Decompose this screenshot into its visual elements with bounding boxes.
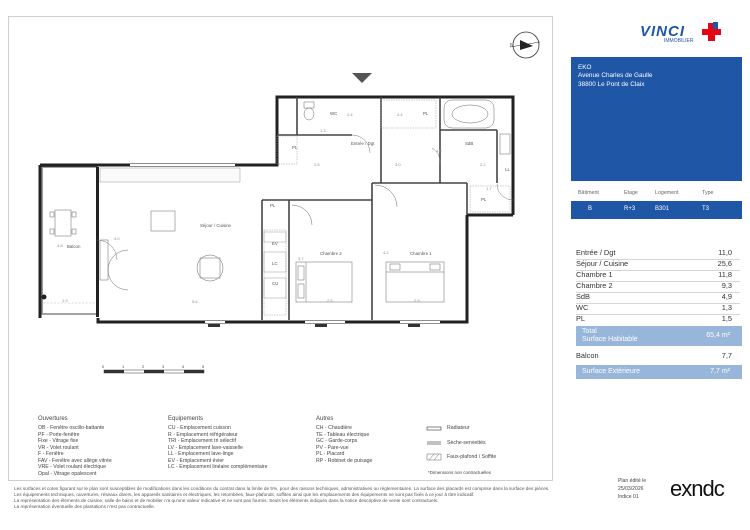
legend-item: VR - Volet roulant <box>38 444 79 451</box>
room-label-pl4: PL <box>270 203 276 208</box>
dim-label: 1.3 <box>320 128 326 133</box>
legend-item: VRE - Volet roulant électrique <box>38 464 107 470</box>
legend-symbol-seche: Sèche-serviettés <box>447 440 486 446</box>
legend-item: OB - Fenêtre oscillo-battante <box>38 425 105 431</box>
total-label-2: Surface Habitable <box>582 336 638 343</box>
edited-date: 25/03/2026 <box>618 486 644 492</box>
legend-autres-title: Autres <box>316 416 334 422</box>
scale-tick: 0 <box>102 364 105 369</box>
balcon-value: 7,7 <box>721 351 732 360</box>
legend-item: Fixe - Vitrage fixe <box>38 438 79 444</box>
room-label-chambre1: Chambre 1 <box>410 251 432 256</box>
total-label-1: Total <box>582 328 597 335</box>
surface-value: 4,9 <box>721 292 732 301</box>
surface-row <box>576 314 740 326</box>
dim-label: 3.7 <box>298 256 304 261</box>
legend-item: GC - Garde-corps <box>316 438 358 444</box>
total-value: 65,4 m² <box>706 332 730 339</box>
legend-item: CH - Chaudière <box>316 425 353 431</box>
balcony-wall <box>96 167 99 317</box>
disclaimer-line: Les équipements techniques, ouvertures, réseaux divers, les appareils sanitaires et électriques, les retombées, faux-plafonds, soffites ainsi que les emplacements des équipements ne sont pas fixés à ce jour à titre indicatif. <box>14 492 475 497</box>
legend-item: PF - Porte-fenêtre <box>38 431 80 438</box>
bathtub-icon <box>444 100 510 154</box>
balcon-row <box>576 351 740 363</box>
closets <box>264 100 510 315</box>
room-label-sdb: SdB <box>465 141 474 146</box>
dim-label: 2.9 <box>414 298 420 303</box>
lot-etage: R+3 <box>624 206 636 212</box>
lot-logement: B301 <box>655 206 670 212</box>
dim-label: 4.2 <box>383 250 389 255</box>
dim-label: 4.0 <box>114 236 120 241</box>
surface-value: 25,6 <box>717 259 732 268</box>
legend-equipements-list <box>168 425 267 471</box>
project-name: EKO <box>578 64 592 71</box>
surface-label: Séjour / Cuisine <box>576 259 629 268</box>
dim-label: 3.0 <box>395 162 401 167</box>
dim-label: 2.6 <box>314 162 320 167</box>
balcon-label: Balcon <box>576 351 599 360</box>
legend-symbol-radiateur: Radiateur <box>447 425 470 431</box>
surface-label: Chambre 2 <box>576 281 613 290</box>
surface-label: Entrée / Dgt <box>576 248 616 257</box>
lot-type: T3 <box>702 206 710 212</box>
room-label-sejour: Séjour / Cuisine <box>200 223 231 228</box>
legend-equipements-title: Equipements <box>168 416 204 422</box>
interior-walls <box>262 97 497 320</box>
legend-item: CU - Emplacement cuisson <box>168 425 231 431</box>
legend-item: PL - Placard <box>316 451 345 457</box>
total-surface-row <box>576 326 742 346</box>
disclaimer-line: La représentation des éléments de cuisine, salle de bains et de mobilier n'a qu'une valeur indicative et ne sont pas fournis. Seuls les éléments indiqués dans la notice descriptive de vente sont contractuels. <box>14 498 439 503</box>
scale-tick: 2 <box>142 364 145 369</box>
surface-label: PL <box>576 314 586 323</box>
vinci-logo-mark-icon <box>702 22 721 41</box>
legend-item: Opal - Vitrage opalescent <box>38 470 97 477</box>
legend-item: F - Fenêtre <box>38 451 64 457</box>
north-compass-icon <box>510 32 540 58</box>
exterior-value: 7,7 m² <box>710 368 730 375</box>
dim-label: 5.6 <box>192 299 198 304</box>
dim-label: 1.9 <box>62 298 68 303</box>
room-label-wc: WC <box>330 111 338 116</box>
scale-tick: 1 <box>122 364 125 369</box>
north-label: N <box>510 43 514 49</box>
lot-header-logement: Logement <box>655 190 679 196</box>
project-info-text <box>578 64 653 89</box>
legend-autres-list <box>316 425 372 464</box>
brand-sub: IMMOBILIER <box>664 38 694 44</box>
brand-name: VINCI <box>640 23 686 40</box>
legend-item: PV - Pare-vue <box>316 444 349 451</box>
dim-label: 1.6 <box>436 148 442 153</box>
legend-symbol-faux-plafond: Faux-plafond / Soffite <box>447 454 497 460</box>
legend-item: EV - Emplacement évier <box>168 457 224 464</box>
radiator-marks <box>208 324 420 327</box>
kitchen-counter <box>100 168 286 298</box>
surface-value: 11,0 <box>718 248 732 257</box>
scale-tick: 3 <box>162 364 165 369</box>
balcony-area <box>40 167 97 314</box>
plan-index: Indice 01 <box>618 494 639 500</box>
surface-value: 11,8 <box>718 270 732 279</box>
dim-label: 2.2 <box>480 162 486 167</box>
legend-symbols <box>427 427 441 460</box>
room-label-ev: EV <box>272 241 278 246</box>
lot-header-batiment: Bâtiment <box>578 190 599 196</box>
scale-bar <box>104 370 204 373</box>
legend-item: TE - Tableau électrique <box>316 431 370 438</box>
room-label-cu: CU <box>272 281 279 286</box>
disclaimer-line: Les surfaces et cotes figurant sur le plan sont susceptibles de modifications dans les conditions du contrat dans la limite de 5%, pour des raisons techniques, administratives ou réglementaires. La surface des placards est comprise dans la surface des pièces. <box>14 486 550 491</box>
surface-value: 9,3 <box>721 281 732 290</box>
exterior-label: Surface Extérieure <box>582 368 640 375</box>
legend-item: LL - Emplacement lave-linge <box>168 451 234 457</box>
scale-tick: 5 <box>202 364 205 369</box>
agency-logo: exndc <box>670 476 724 501</box>
vinci-logo <box>640 23 693 44</box>
surface-value: 1,3 <box>721 303 732 312</box>
surface-label: SdB <box>576 292 590 301</box>
sofa-icon <box>100 240 128 290</box>
legend-ouvertures-title: Ouvertures <box>38 416 68 422</box>
room-label-pl2: PL <box>292 145 298 150</box>
exterior-surface-row <box>576 365 742 379</box>
room-label-pl3: PL <box>481 197 487 202</box>
project-address-2: 38800 Le Pont de Claix <box>578 80 645 88</box>
legend-ouvertures-list <box>38 425 112 477</box>
dining-table-icon <box>151 211 223 281</box>
room-label-lc: LC <box>272 261 278 266</box>
toilet-icon <box>304 102 314 120</box>
scale-tick: 4 <box>182 364 185 369</box>
dim-label: 4.8 <box>57 243 63 248</box>
disclaimer-line: La représentation éventuelle des plantations n'est pas contractuelle. <box>14 504 156 509</box>
dim-label: 2.5 <box>327 298 333 303</box>
legend-item: LC - Emplacement linéaire complémentaire <box>168 464 268 470</box>
legend-item: TRI - Emplacement tri sélectif <box>168 438 237 444</box>
room-label-pl1: PL <box>423 111 429 116</box>
room-label-balcon: Balcon <box>67 244 81 249</box>
dim-label: 1.7 <box>486 186 492 191</box>
entrance-arrow-icon <box>352 73 372 83</box>
surface-value: 1,5 <box>721 314 732 323</box>
project-address-1: Avenue Charles de Gaulle <box>578 72 653 80</box>
bed-1-icon <box>375 185 444 302</box>
legend-item: R - Emplacement réfrigérateur <box>168 431 238 438</box>
surface-label: Chambre 1 <box>576 270 613 279</box>
legend-item: FAV - Fenêtre avec allège vitrée <box>38 457 112 464</box>
room-label-chambre2: Chambre 2 <box>320 251 342 256</box>
door-swings <box>97 135 513 260</box>
room-label-entree: Entrée / Dgt <box>351 141 375 146</box>
room-label-ll: LL <box>505 167 510 172</box>
legend-item: LV - Emplacement lave-vaisselle <box>168 444 243 451</box>
edited-label: Plan édité le <box>618 478 647 484</box>
lot-batiment: B <box>588 206 593 212</box>
lot-header-etage: Etage <box>624 190 638 196</box>
legend-item: RP - Robinet de puisage <box>316 457 373 464</box>
surface-label: WC <box>576 303 589 312</box>
lot-header-type: Type <box>702 190 714 196</box>
dimension-note: *Dimensions non contractuelles <box>428 470 492 475</box>
dim-label: 2.4 <box>397 112 403 117</box>
dim-label: 2.4 <box>347 112 353 117</box>
